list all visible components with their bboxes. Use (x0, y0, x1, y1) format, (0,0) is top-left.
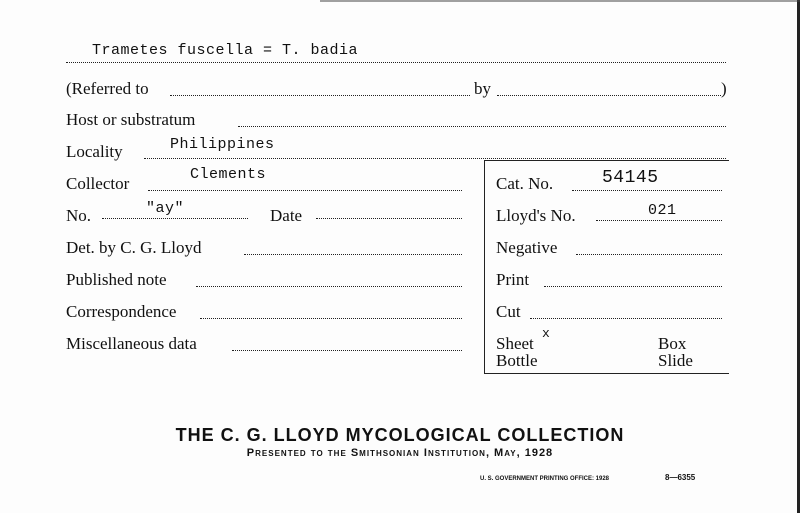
collector-label: Collector (66, 174, 130, 193)
bottle-label: Bottle (496, 351, 538, 370)
collection-title: THE C. G. LLOYD MYCOLOGICAL COLLECTION (175, 425, 625, 445)
no-value: "ay" (146, 200, 185, 217)
referred-to-line (170, 95, 470, 96)
by-line (497, 95, 721, 96)
cut-label: Cut (496, 302, 521, 321)
correspondence-line (200, 318, 462, 319)
misc-line (232, 350, 462, 351)
cat-no-label: Cat. No. (496, 174, 554, 193)
cat-no-line (572, 190, 722, 191)
locality-label: Locality (66, 142, 123, 161)
negative-label: Negative (496, 238, 558, 257)
cat-no-value: 54145 (602, 168, 659, 188)
no-line (102, 218, 248, 219)
form-code: 8—6355 (665, 473, 696, 482)
collector-line (148, 190, 462, 191)
det-line (244, 254, 462, 255)
species-line (66, 62, 726, 63)
det-label: Det. by C. G. Lloyd (66, 238, 202, 257)
by-label: by (474, 79, 491, 98)
print-label: Print (496, 270, 530, 289)
negative-line (576, 254, 722, 255)
lloyds-no-label: Lloyd's No. (496, 206, 576, 225)
locality-value: Philippines (170, 136, 275, 153)
box-label: Box (658, 334, 687, 353)
misc-label: Miscellaneous data (66, 334, 197, 353)
printer-imprint: U. S. GOVERNMENT PRINTING OFFICE: 1928 (480, 476, 610, 482)
published-label: Published note (66, 270, 167, 289)
card-top-edge (320, 0, 800, 2)
date-line (316, 218, 462, 219)
sheet-label: Sheet (496, 334, 534, 353)
host-label: Host or substratum (66, 110, 196, 129)
collector-value: Clements (190, 166, 267, 183)
cut-line (530, 318, 722, 319)
sheet-mark: x (542, 326, 551, 341)
species-name: Trametes fuscella = T. badia (92, 42, 359, 59)
host-line (238, 126, 726, 127)
lloyds-no-line (596, 220, 722, 221)
close-paren: ) (721, 79, 727, 98)
locality-line (144, 158, 726, 159)
date-label: Date (270, 206, 303, 225)
print-line (544, 286, 722, 287)
collection-subtitle: Presented to the Smithsonian Institution, May, 1928 (246, 447, 554, 459)
correspondence-label: Correspondence (66, 302, 177, 321)
lloyds-no-value: 021 (648, 202, 677, 219)
referred-to-label: (Referred to (66, 79, 149, 98)
published-line (196, 286, 462, 287)
no-label: No. (66, 206, 92, 225)
slide-label: Slide (658, 351, 693, 370)
